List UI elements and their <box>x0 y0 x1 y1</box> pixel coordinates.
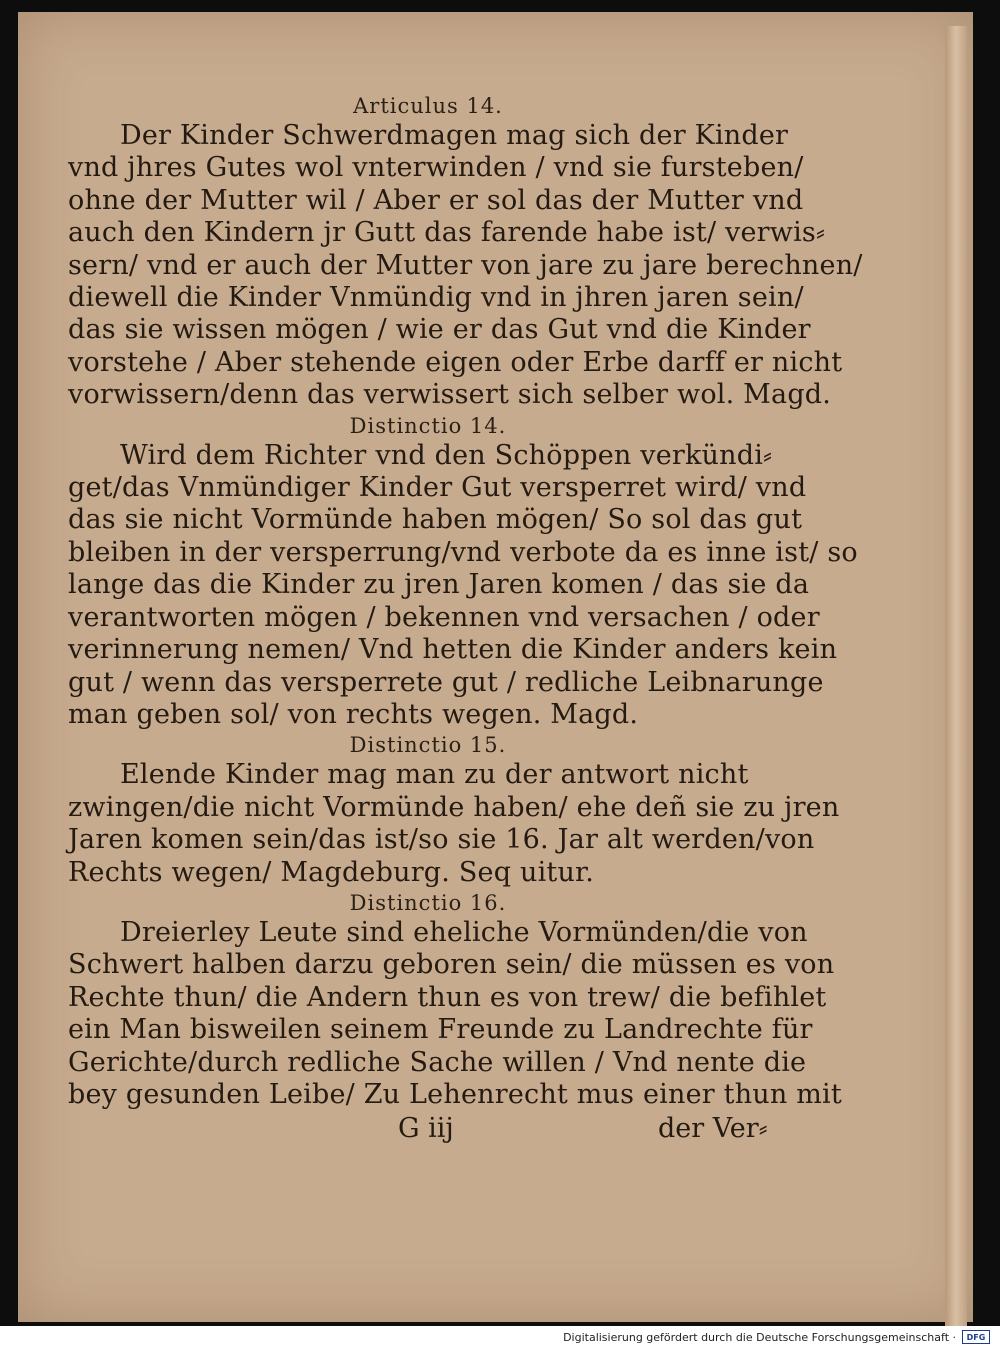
paragraph-2 <box>68 439 858 732</box>
heading-distinctio-16: Distinctio 16. <box>349 890 507 915</box>
paragraph-1 <box>68 120 863 412</box>
text-line: vnd jhres Gutes wol vnterwinden / vnd sie fursteben/ <box>68 152 804 184</box>
text-line: vorwissern/denn das verwissert sich selber wol. Magd. <box>68 379 832 411</box>
page-text <box>68 92 863 1145</box>
heading-distinctio-15: Distinctio 15. <box>349 733 507 758</box>
signature-mark: G iij <box>398 1113 454 1145</box>
text-line: sern/ vnd er auch der Mutter von jare zu jare berechnen/ <box>68 249 863 281</box>
text-line: Dreierley Leute sind eheliche Vormünden/die von <box>120 916 808 948</box>
text-line: diewell die Kinder Vnmündig vnd in jhren jaren sein/ <box>68 282 804 314</box>
text-line: verinnerung nemen/ Vnd hetten die Kinder anders kein <box>68 634 838 666</box>
text-line: zwingen/die nicht Vormünde haben/ ehe deñ sie zu jren <box>68 791 840 823</box>
text-line: get/das Vnmündiger Kinder Gut versperret wird/ vnd <box>68 472 807 504</box>
text-line: gut / wenn das versperrete gut / redliche Leibnarunge <box>68 666 824 698</box>
text-line: ohne der Mutter wil / Aber er sol das der Mutter vnd <box>68 184 804 216</box>
heading-articulus: Articulus 14. <box>353 94 503 118</box>
text-line: bey gesunden Leibe/ Zu Lehenrecht mus einer thun mit <box>68 1078 842 1110</box>
catchword: der Ver⸗ <box>658 1113 768 1145</box>
text-line: Elende Kinder mag man zu der antwort nicht <box>120 759 749 791</box>
book-page <box>18 12 973 1322</box>
text-line: Wird dem Richter vnd den Schöppen verkündi⸗ <box>120 439 773 471</box>
text-line: verantworten mögen / bekennen vnd versachen / oder <box>68 601 820 633</box>
footer-credit: Digitalisierung gefördert durch die Deutsche Forschungsgemeinschaft · <box>563 1330 956 1344</box>
paragraph-4 <box>68 916 842 1111</box>
text-line: Rechts wegen/ Magdeburg. Seq uitur. <box>68 856 594 888</box>
text-line: lange das die Kinder zu jren Jaren komen / das sie da <box>68 569 810 601</box>
text-line: Jaren komen sein/das ist/so sie 16. Jar alt werden/von <box>68 824 815 856</box>
page-edge <box>945 26 967 1326</box>
heading-distinctio-14: Distinctio 14. <box>349 413 507 438</box>
text-line: bleiben in der versperrung/vnd verbote da es inne ist/ so <box>68 536 858 568</box>
dfg-logo-icon: DFG <box>962 1330 990 1344</box>
text-line: Rechte thun/ die Andern thun es von trew/ die befihlet <box>68 981 827 1013</box>
text-line: das sie wissen mögen / wie er das Gut vnd die Kinder <box>68 314 811 346</box>
text-line: Der Kinder Schwerdmagen mag sich der Kinder <box>120 120 789 151</box>
text-line: ein Man bisweilen seinem Freunde zu Landrechte für <box>68 1014 813 1046</box>
text-line: Gerichte/durch redliche Sache willen / Vnd nente die <box>68 1046 807 1078</box>
footer-bar <box>0 1326 1000 1348</box>
text-line: man geben sol/ von rechts wegen. Magd. <box>68 698 639 730</box>
text-line: Schwert halben darzu geboren sein/ die müssen es von <box>68 949 835 981</box>
text-line: auch den Kindern jr Gutt das farende habe ist/ verwis⸗ <box>68 217 826 249</box>
text-line: das sie nicht Vormünde haben mögen/ So sol das gut <box>68 504 803 536</box>
text-line: vorstehe / Aber stehende eigen oder Erbe darff er nicht <box>68 346 843 378</box>
paragraph-3 <box>68 759 840 889</box>
